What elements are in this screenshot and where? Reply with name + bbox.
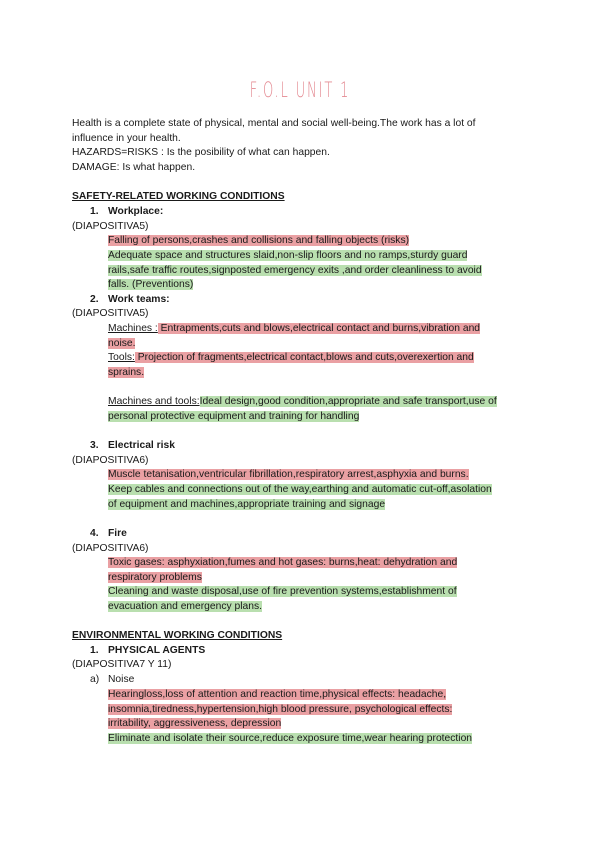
section-heading-safety: SAFETY-RELATED WORKING CONDITIONS	[72, 191, 285, 202]
list-letter: a)	[90, 674, 100, 685]
slide-reference: (DIAPOSITIVA5)	[72, 308, 149, 319]
list-number: 1.	[90, 645, 99, 656]
risk-text: Hearingloss,loss of attention and reaction time,physical effects: headache, insomnia,tiredness,hypertension,high blood pressure, psychological effects: irritability, aggressiveness, depression	[108, 689, 453, 730]
risk-text: Toxic gases: asphyxiation,fumes and hot gases: burns,heat: dehydration and respiratory problems	[108, 557, 458, 583]
prevention-text-machines-tools: Machines and tools:Ideal design,good condition,appropriate and safe transport,use of personal protective equipment and training for handling	[108, 396, 497, 422]
slide-reference: (DIAPOSITIVA6)	[72, 543, 149, 554]
list-number: 3.	[90, 440, 99, 451]
intro-line: Health is a complete state of physical, mental and social well-being.The work has a lot of	[72, 118, 476, 129]
item-title-workplace: Workplace:	[108, 206, 164, 217]
intro-line: influence in your health.	[72, 133, 181, 144]
section-heading-environmental: ENVIRONMENTAL WORKING CONDITIONS	[72, 630, 283, 641]
slide-reference: (DIAPOSITIVA6)	[72, 455, 149, 466]
list-number: 4.	[90, 528, 99, 539]
item-title-physical-agents: PHYSICAL AGENTS	[108, 645, 206, 656]
list-number: 2.	[90, 294, 99, 305]
item-title-fire: Fire	[108, 528, 127, 539]
prevention-text: Adequate space and structures slaid,non-slip floors and no ramps,sturdy guard rails,safe traffic routes,signposted emergency exits ,and order cleanliness to avoid falls. (Preventions)	[108, 250, 482, 291]
prevention-text: Eliminate and isolate their source,reduce exposure time,wear hearing protection	[108, 733, 473, 744]
risk-text-tools: Tools: Projection of fragments,electrical contact,blows and cuts,overexertion and sprains.	[108, 352, 474, 378]
intro-line: HAZARDS=RISKS : Is the posibility of what can happen.	[72, 147, 330, 158]
item-title-work-teams: Work teams:	[108, 294, 170, 305]
prevention-text: Cleaning and waste disposal,use of fire prevention systems,establishment of evacuation and emergency plans.	[108, 586, 457, 612]
prevention-text: Keep cables and connections out of the way,earthing and automatic cut-off,asolation of equipment and machines,appropriate training and signage	[108, 484, 492, 510]
risk-text: Muscle tetanisation,ventricular fibrillation,respiratory arrest,asphyxia and burns.	[108, 469, 469, 480]
slide-reference: (DIAPOSITIVA7 Y 11)	[72, 659, 172, 670]
page-title: F.O.L UNIT 1	[249, 78, 351, 102]
item-title-noise: Noise	[108, 674, 135, 685]
risk-text: Falling of persons,crashes and collisions and falling objects (risks)	[108, 235, 410, 246]
risk-text-machines: Machines : Entrapments,cuts and blows,electrical contact and burns,vibration and noise.	[108, 323, 481, 349]
slide-reference: (DIAPOSITIVA5)	[72, 221, 149, 232]
item-title-electrical: Electrical risk	[108, 440, 175, 451]
list-number: 1.	[90, 206, 99, 217]
intro-line: DAMAGE: Is what happen.	[72, 162, 196, 173]
